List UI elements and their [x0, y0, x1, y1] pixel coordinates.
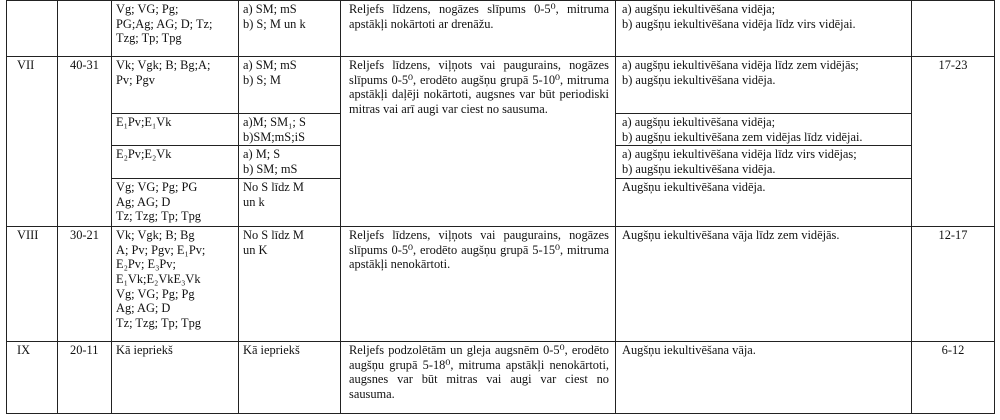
relief-cell: Reljefs podzolētām un gleja augsnēm 0-5⁰, erodēto augšņu grupā 5-18⁰, mitruma apstākļi nenokārtoti, augsnes var būt mitras vai augi var ciest no sausuma. [341, 342, 616, 414]
class-cell: VII [7, 57, 58, 227]
class-cell [7, 1, 58, 57]
result-cell [912, 1, 995, 57]
moisture-cell: a)M; SM₁; S b)SM;mS;iS [239, 114, 341, 146]
fertility-cell: a) augšņu iekultivēšana vidēja līdz zem vidējās; b) augšņu iekultivēšana vidēja. [616, 57, 912, 114]
soil-classification-table [6, 0, 995, 414]
soil-types-cell: Vg; VG; Pg; PG Ag; AG; D Tz; Tzg; Tp; Tpg [112, 179, 239, 227]
class-cell: IX [7, 342, 58, 414]
score-cell: 20-11 [58, 342, 112, 414]
relief-cell: Reljefs līdzens, viļņots vai paugurains, nogāzes slīpums 0-5⁰, erodēto augšņu grupā 5-15⁰, mitruma apstākļi nenokārtoti. [341, 227, 616, 342]
result-cell: 6-12 [912, 342, 995, 414]
fertility-cell: a) augšņu iekultivēšana vidēja līdz virs vidējas; b) augšņu iekultivēšana vidēja. [616, 146, 912, 179]
moisture-cell: a) SM; mS b) S; M [239, 57, 341, 114]
fertility-cell: a) augšņu iekultivēšana vidēja; b) augšņu iekultivēšana vidēja līdz virs vidējai. [616, 1, 912, 57]
soil-types-cell: Vg; VG; Pg; PG;Ag; AG; D; Tz; Tzg; Tp; Tpg [112, 1, 239, 57]
relief-cell: Reljefs līdzens, viļņots vai paugurains, nogāzes slīpums 0-5⁰, erodēto augšņu grupā 5-10⁰, mitruma apstākļi daļēji nokārtoti, augsnes var būt periodiski mitras vai arī augi var ciest no sausuma. [341, 57, 616, 227]
soil-types-cell: Kā iepriekš [112, 342, 239, 414]
fertility-cell: Augšņu iekultivēšana vidēja. [616, 179, 912, 227]
soil-types-cell: Vk; Vgk; B; Bg A; Pv; Pgv; E₁Pv; E₂Pv; E₃Pv; E₁Vk;E₂VkE₃Vk Vg; VG; Pg; Pg Ag; AG; D Tz; Tzg; Tp; Tpg [112, 227, 239, 342]
moisture-cell: a) M; S b) SM; mS [239, 146, 341, 179]
result-cell: 12-17 [912, 227, 995, 342]
result-cell: 17-23 [912, 57, 995, 227]
relief-cell: Reljefs līdzens, nogāzes slīpums 0-5⁰, mitruma apstākļi nokārtoti ar drenāžu. [341, 1, 616, 57]
moisture-cell: No S līdz M un k [239, 179, 341, 227]
table-row [7, 342, 995, 414]
moisture-cell: No S līdz M un K [239, 227, 341, 342]
score-cell: 40-31 [58, 57, 112, 227]
table-row [7, 57, 995, 114]
score-cell [58, 1, 112, 57]
table-row [7, 1, 995, 57]
table-row [7, 227, 995, 342]
fertility-cell: a) augšņu iekultivēšana vidēja; b) augšņu iekultivēšana zem vidējas līdz vidējai. [616, 114, 912, 146]
fertility-cell: Augšņu iekultivēšana vāja līdz zem vidējās. [616, 227, 912, 342]
class-cell: VIII [7, 227, 58, 342]
soil-types-cell: Vk; Vgk; B; Bg;A; Pv; Pgv [112, 57, 239, 114]
soil-types-cell: E₂Pv;E₂Vk [112, 146, 239, 179]
score-cell: 30-21 [58, 227, 112, 342]
soil-types-cell: E₁Pv;E₁Vk [112, 114, 239, 146]
moisture-cell: Kā iepriekš [239, 342, 341, 414]
moisture-cell: a) SM; mS b) S; M un k [239, 1, 341, 57]
fertility-cell: Augšņu iekultivēšana vāja. [616, 342, 912, 414]
